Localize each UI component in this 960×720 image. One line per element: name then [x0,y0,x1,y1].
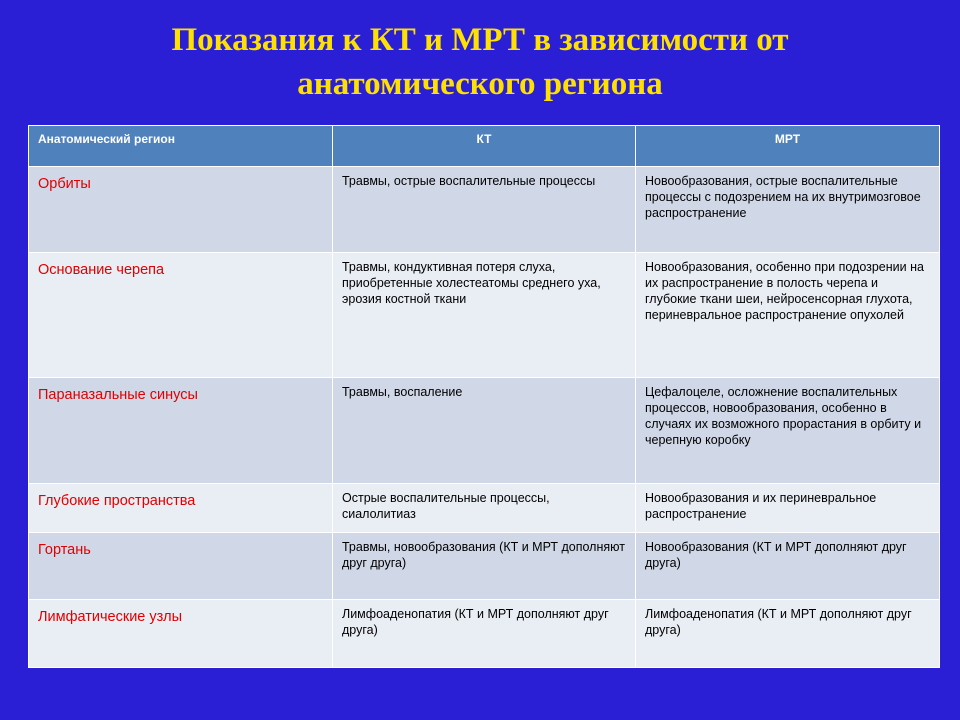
region-cell: Лимфатические узлы [29,600,333,668]
slide-title-line-1: Показания к КТ и МРТ в зависимости от [171,22,789,58]
mri-cell: Цефалоцеле, осложнение воспалительных процессов, новообразования, особенно в случаях их возможного прорастания в орбиту и черепную коробку [636,378,940,484]
ct-cell: Травмы, кондуктивная потеря слуха, приобретенные холестеатомы среднего уха, эрозия костной ткани [333,253,636,378]
table-row [29,533,940,600]
mri-cell: Новообразования, особенно при подозрении на их распространение в полость черепа и глубокие ткани шеи, нейросенсорная глухота, периневральное распространение опухолей [636,253,940,378]
region-cell: Глубокие пространства [29,484,333,533]
mri-cell: Новообразования (КТ и МРТ дополняют друг друга) [636,533,940,600]
indications-table [28,125,940,668]
ct-cell: Травмы, воспаление [333,378,636,484]
region-cell: Орбиты [29,167,333,253]
mri-cell: Новообразования, острые воспалительные процессы с подозрением на их внутримозговое распространение [636,167,940,253]
ct-cell: Острые воспалительные процессы, сиалолитиаз [333,484,636,533]
header-mri: МРТ [636,126,940,167]
header-ct: КТ [333,126,636,167]
mri-cell: Новообразования и их периневральное распространение [636,484,940,533]
header-region: Анатомический регион [29,126,333,167]
ct-cell: Травмы, острые воспалительные процессы [333,167,636,253]
table-row [29,253,940,378]
table-row [29,167,940,253]
ct-cell: Лимфоаденопатия (КТ и МРТ дополняют друг друга) [333,600,636,668]
table-header-row [29,126,940,167]
slide-title-line-2: анатомического региона [297,66,663,102]
table-row [29,378,940,484]
table-row [29,600,940,668]
slide-title [0,18,960,106]
table-row [29,484,940,533]
ct-cell: Травмы, новообразования (КТ и МРТ дополняют друг друга) [333,533,636,600]
region-cell: Гортань [29,533,333,600]
region-cell: Параназальные синусы [29,378,333,484]
mri-cell: Лимфоаденопатия (КТ и МРТ дополняют друг друга) [636,600,940,668]
region-cell: Основание черепа [29,253,333,378]
